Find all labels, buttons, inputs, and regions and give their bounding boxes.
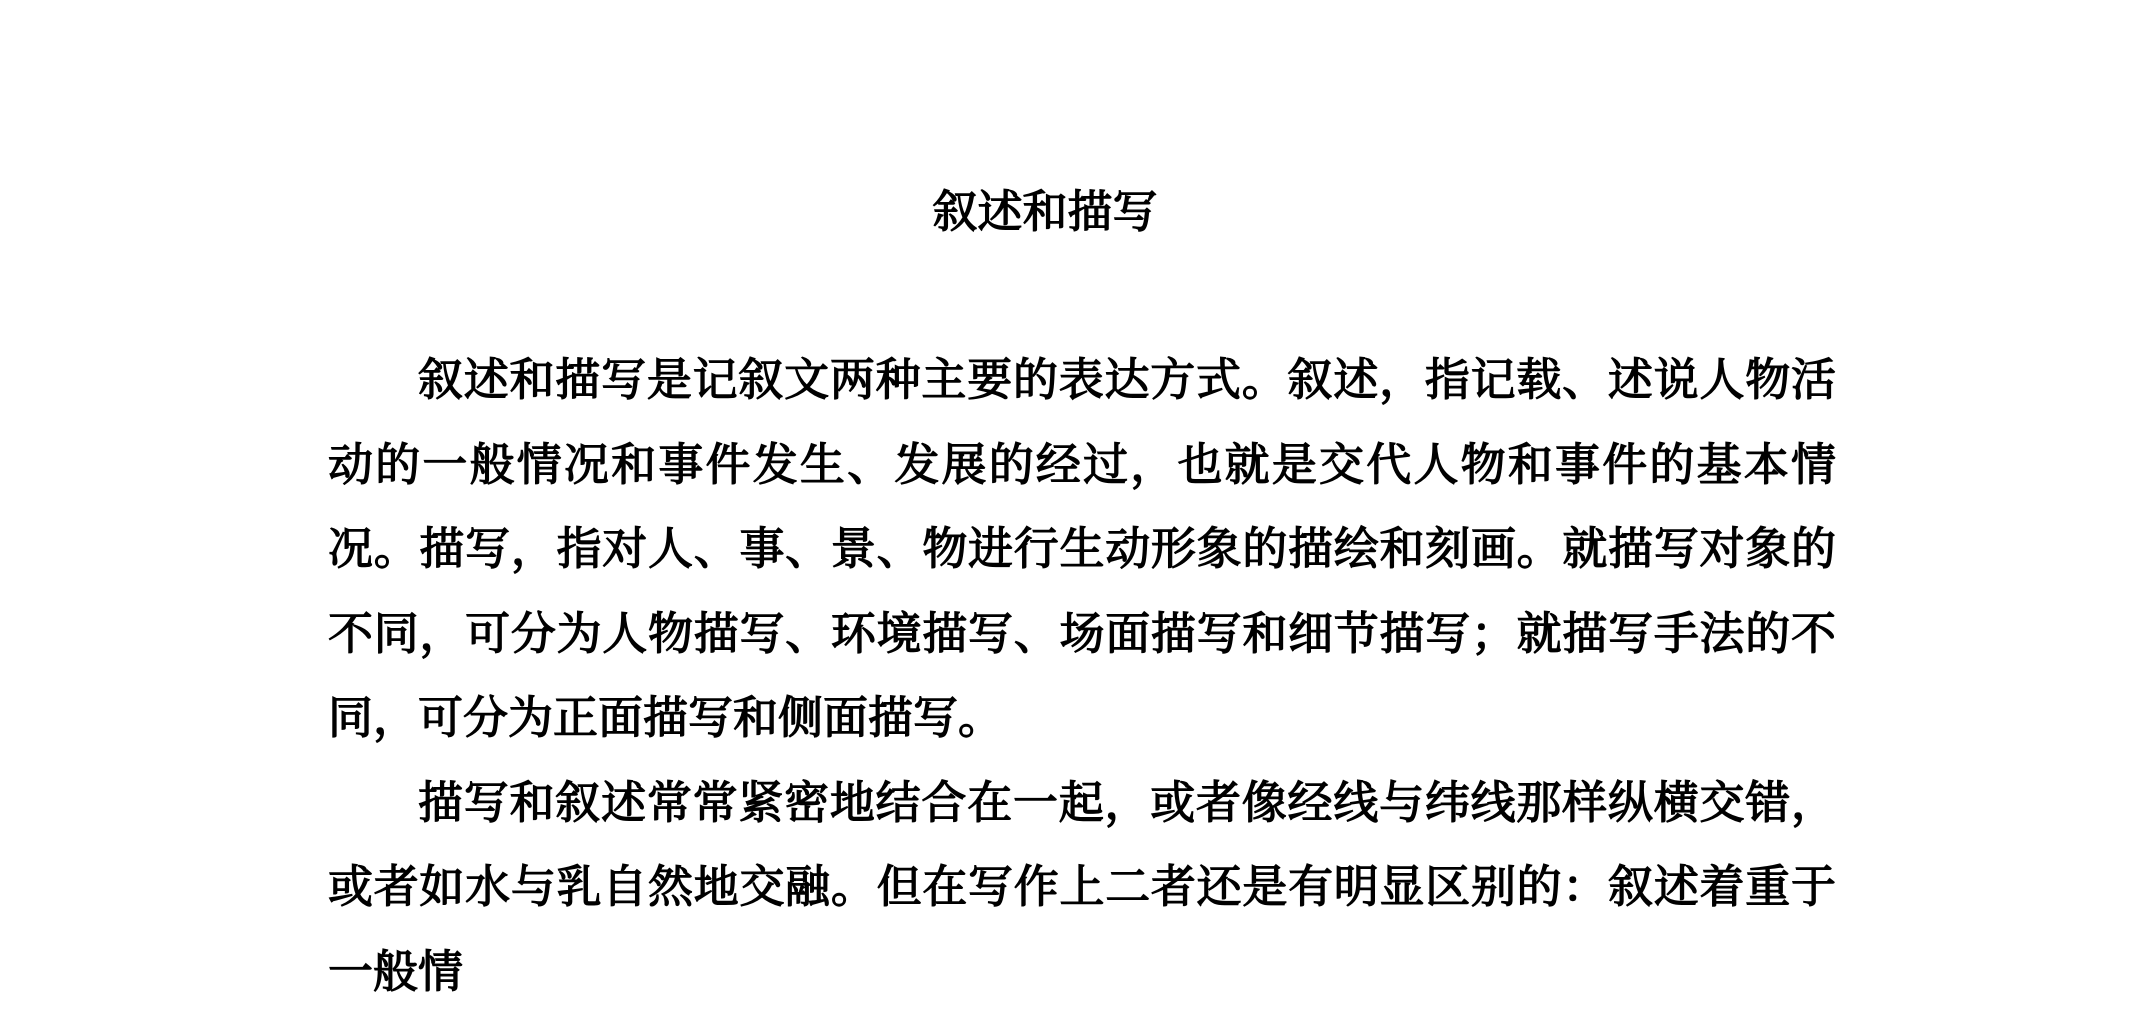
paragraph-1: 叙述和描写是记叙文两种主要的表达方式。叙述，指记载、述说人物活动的一般情况和事件发生、发展的经过，也就是交代人物和事件的基本情况。描写，指对人、事、景、物进行生动形象的描绘和刻画。就描写对象的不同，可分为人物描写、环境描写、场面描写和细节描写；就描写手法的不同，可分为正面描写和侧面描写。 [328,338,1836,761]
paragraph-2: 描写和叙述常常紧密地结合在一起，或者像经线与纬线那样纵横交错，或者如水与乳自然地交融。但在写作上二者还是有明显区别的：叙述着重于一般情 [328,761,1836,1014]
document-body [328,338,1836,1014]
document-title: 叙述和描写 [0,182,2090,242]
